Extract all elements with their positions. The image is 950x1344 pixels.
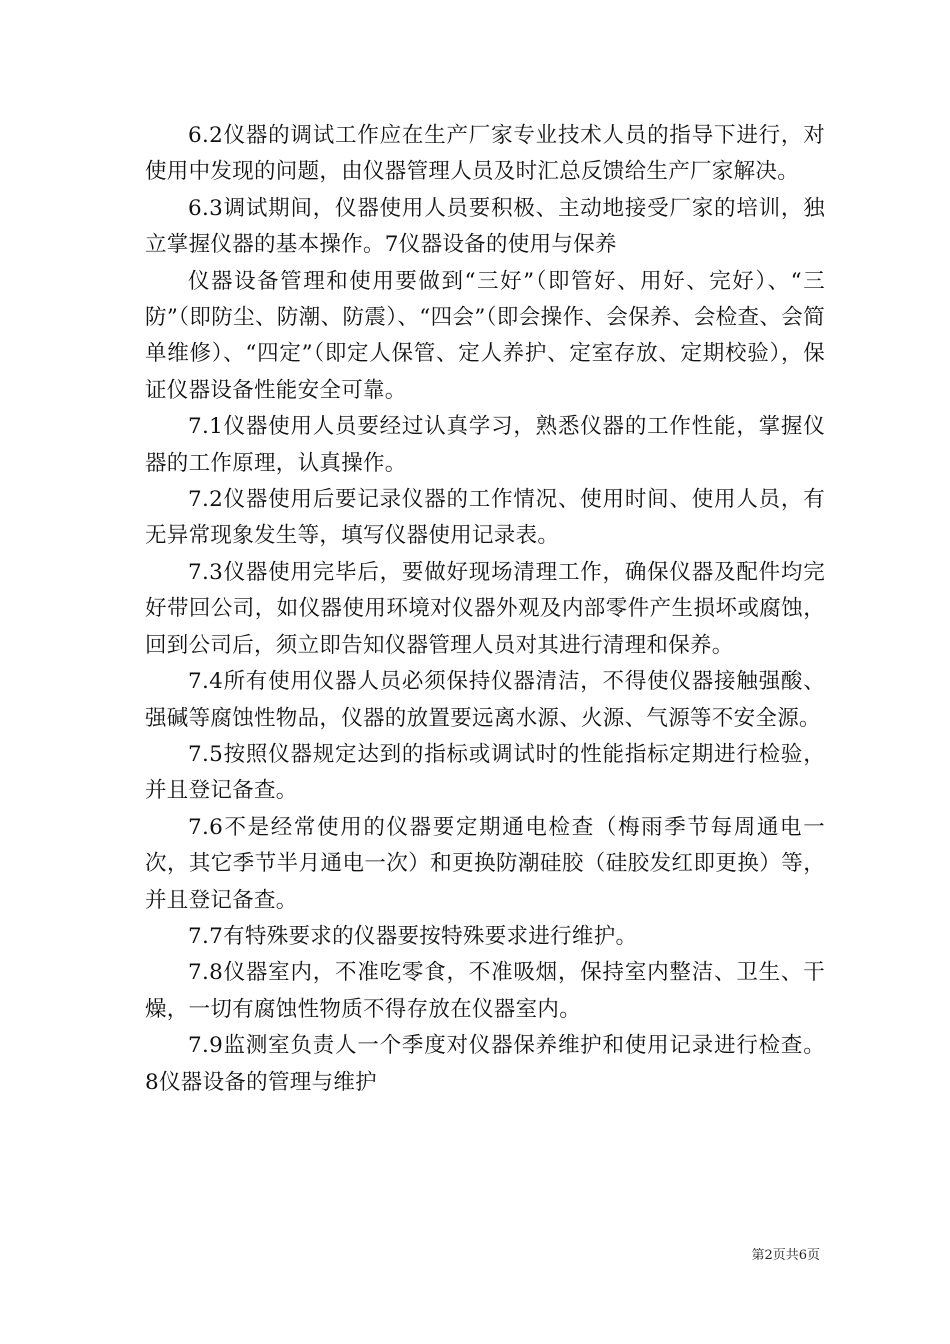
paragraph-6-3: 6.3调试期间，仪器使用人员要积极、主动地接受厂家的培训，独立掌握仪器的基本操作。7仪器设备的使用与保养 bbox=[145, 195, 825, 258]
paragraph-7-9: 7.9监测室负责人一个季度对仪器保养维护和使用记录进行检查。8仪器设备的管理与维护 bbox=[145, 1033, 825, 1095]
paragraph-7-7: 7.7有特殊要求的仪器要按特殊要求进行维护。 bbox=[188, 923, 638, 949]
paragraph-7-3: 7.3仪器使用完毕后，要做好现场清理工作，确保仪器及配件均完好带回公司，如仪器使用环境对仪器外观及内部零件产生损坏或腐蚀，回到公司后，须立即告知仪器管理人员对其进行清理和保养。 bbox=[145, 559, 825, 658]
page-number: 第2页共6页 bbox=[751, 1248, 820, 1263]
document-body bbox=[145, 118, 825, 1101]
paragraph-7-4: 7.4所有使用仪器人员必须保持仪器清洁，不得使仪器接触强酸、强碱等腐蚀性物品，仪器的放置要远离水源、火源、气源等不安全源。 bbox=[145, 669, 825, 731]
paragraph-7-1: 7.1仪器使用人员要经过认真学习，熟悉仪器的工作性能，掌握仪器的工作原理，认真操作。 bbox=[145, 414, 825, 476]
paragraph-6-2: 6.2仪器的调试工作应在生产厂家专业技术人员的指导下进行，对使用中发现的问题，由仪器管理人员及时汇总反馈给生产厂家解决。 bbox=[145, 123, 825, 185]
paragraph-7-5: 7.5按照仪器规定达到的指标或调试时的性能指标定期进行检验，并且登记备查。 bbox=[145, 741, 825, 804]
paragraph-7-6: 7.6不是经常使用的仪器要定期通电检查（梅雨季节每周通电一次，其它季节半月通电一次）和更换防潮硅胶（硅胶发红即更换）等，并且登记备查。 bbox=[145, 814, 825, 913]
paragraph-7-2: 7.2仪器使用后要记录仪器的工作情况、使用时间、使用人员，有无异常现象发生等，填写仪器使用记录表。 bbox=[145, 487, 825, 549]
paragraph-7-8: 7.8仪器室内，不准吃零食，不准吸烟，保持室内整洁、卫生、干燥，一切有腐蚀性物质不得存放在仪器室内。 bbox=[145, 960, 825, 1022]
paragraph-requirements: 仪器设备管理和使用要做到“三好”（即管好、用好、完好）、“三防”（即防尘、防潮、防震）、“四会”（即会操作、会保养、会检查、会简单维修）、“四定”（即定人保管、定人养护、定室存放、定期校验），保证仪器设备性能安全可靠。 bbox=[145, 268, 825, 403]
